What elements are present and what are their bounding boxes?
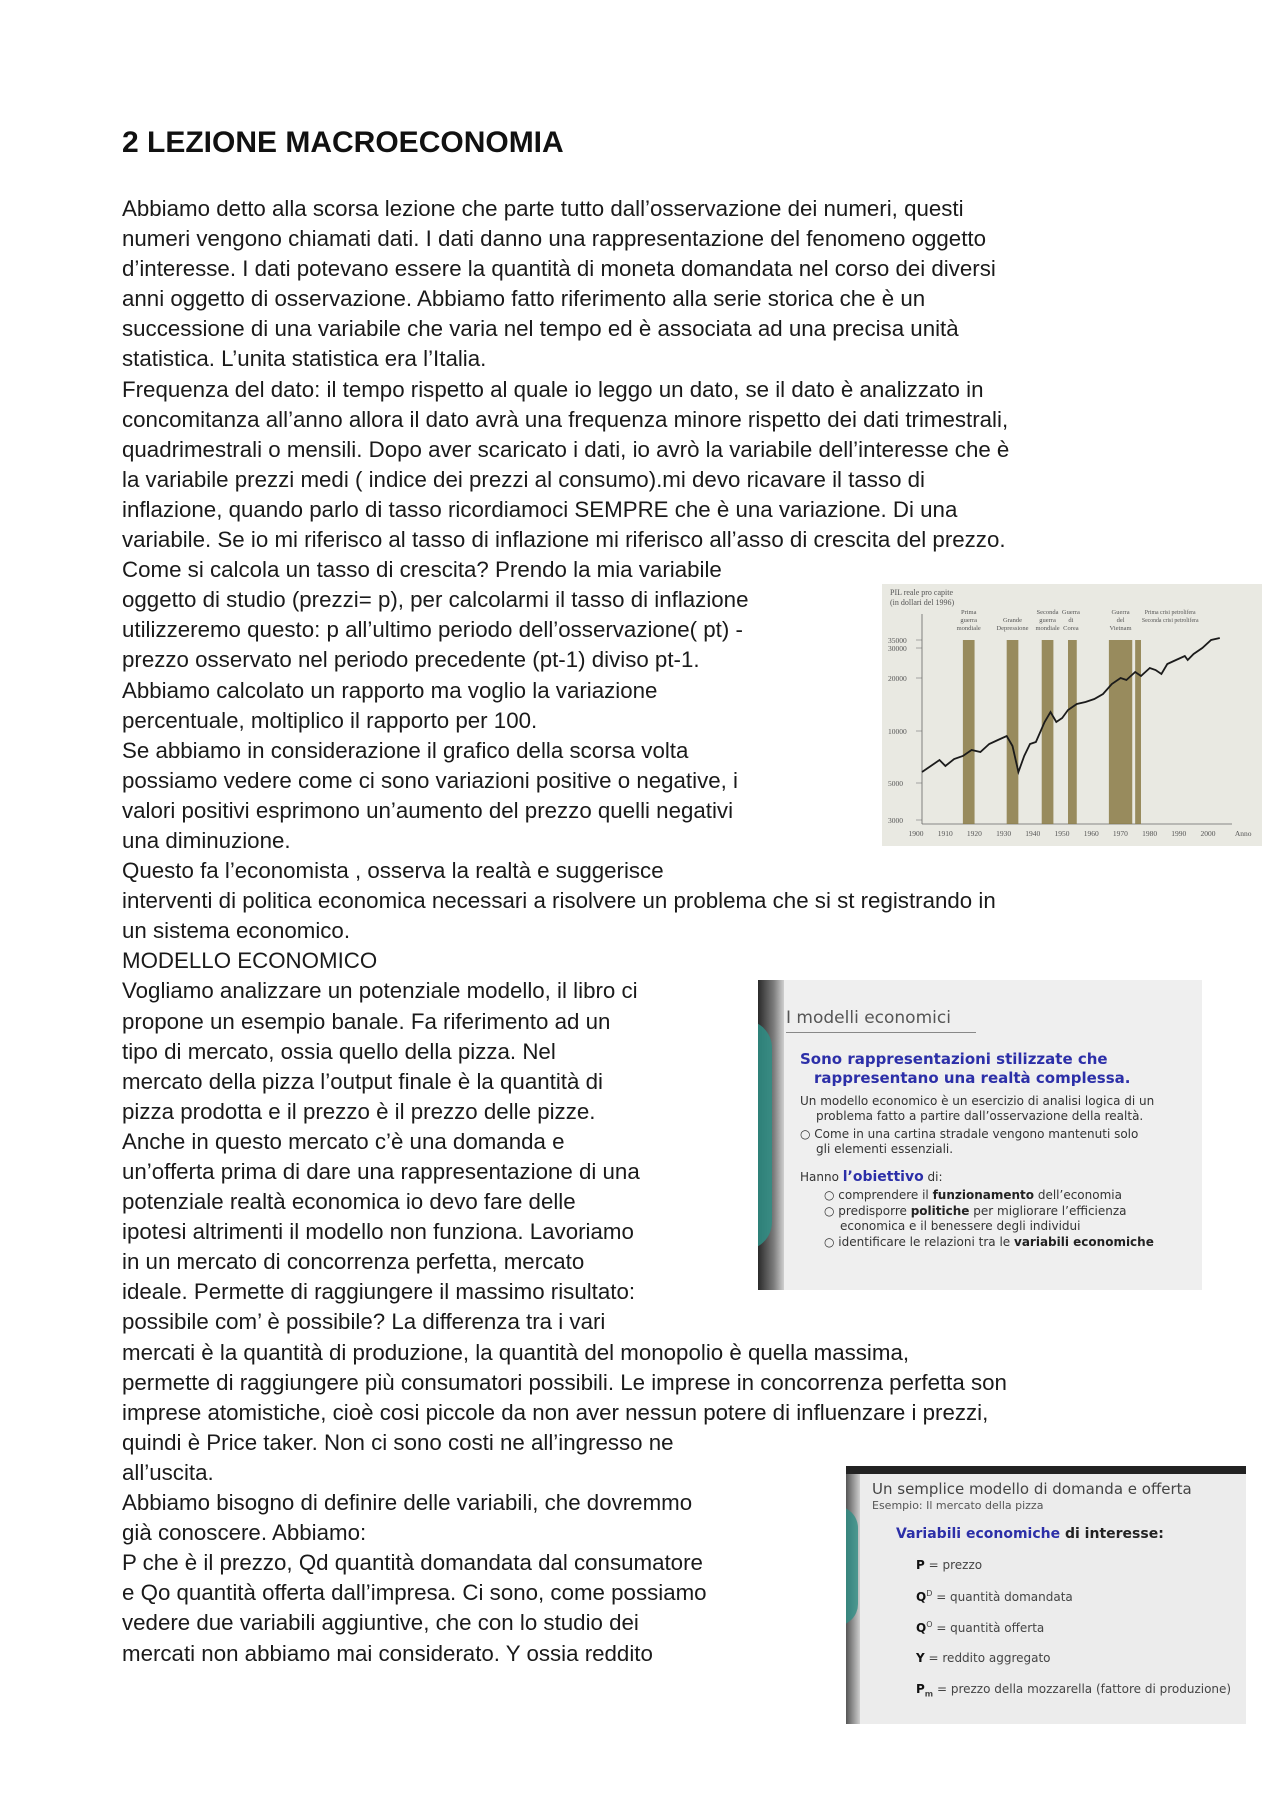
slide-objective-1: ○ comprendere il funzionamento dell’economia	[824, 1188, 1122, 1202]
text-line: un sistema economico.	[122, 918, 351, 944]
text-line: oggetto di studio (prezzi= p), per calcolarmi il tasso di inflazione	[122, 587, 749, 613]
text-line: mercato della pizza l’output finale è la quantità di	[122, 1068, 603, 1094]
slide-highlight-line-1: Sono rappresentazioni stilizzate che	[800, 1050, 1108, 1068]
chart-event-band	[1007, 640, 1019, 824]
chart-ytick-label: 30000	[888, 644, 907, 653]
text-line: possibile com’ è possibile? La differenza tra i vari	[122, 1309, 606, 1335]
text-line: Abbiamo detto alla scorsa lezione che parte tutto dall’osservazione dei numeri, questi	[122, 196, 964, 221]
text-line: quadrimestrali o mensili. Dopo aver scaricato i dati, io avrò la variabile dell’interesse che è	[122, 436, 1010, 462]
slide-bullet-1: ○ Come in una cartina stradale vengono mantenuti solo	[800, 1127, 1139, 1141]
text-line: all’uscita.	[122, 1459, 214, 1485]
chart-event-label: Seconda	[1036, 609, 1059, 616]
chart-xtick-label: 1980	[1142, 829, 1158, 838]
chart-event-label: Seconda crisi petrolifera	[1141, 618, 1199, 624]
text-line: variabile. Se io mi riferisco al tasso di inflazione mi riferisco all’asso di crescita del prezzo.	[122, 527, 1006, 553]
text-line: percentuale, moltiplico il rapporto per 100.	[122, 707, 538, 733]
text-line: vedere due variabili aggiuntive, che con lo studio dei	[122, 1610, 639, 1636]
chart-event-band	[1068, 640, 1077, 824]
text-line: mercati è la quantità di produzione, la quantità del monopolio è quella massima,	[122, 1339, 910, 1365]
slide-title-underline	[786, 1032, 976, 1033]
chart-ytick-label: 20000	[888, 674, 907, 683]
text-line: Come si calcola un tasso di crescita? Prendo la mia variabile	[122, 557, 722, 583]
text-line: Abbiamo calcolato un rapporto ma voglio la variazione	[122, 677, 658, 703]
variable-item: $Q^O$ = quantità offerta	[916, 1620, 1045, 1635]
photo-top-edge	[846, 1466, 1246, 1474]
text-line: Questo fa l’economista , osserva la realtà e suggerisce	[122, 858, 664, 884]
text-line: e Qo quantità offerta dall’impresa. Ci sono, come possiamo	[122, 1580, 707, 1606]
slide-bullet-1-cont: gli elementi essenziali.	[816, 1142, 954, 1156]
chart-xtick-label: 1920	[966, 829, 982, 838]
chart-xtick-label: 1940	[1025, 829, 1041, 838]
chart-ytick-label: 3000	[888, 816, 903, 825]
text-line: Se abbiamo in considerazione il grafico della scorsa volta	[122, 737, 689, 763]
text-line: propone un esempio banale. Fa riferimento ad un	[122, 1008, 611, 1034]
chart-event-band	[1109, 640, 1132, 824]
chart-event-label: Prima	[960, 609, 977, 616]
text-line: successione di una variabile che varia nel tempo ed è associata ad una precisa unità	[122, 316, 959, 342]
text-line: potenziale realtà economica io devo fare delle	[122, 1189, 576, 1215]
slide-highlight-line-2: rappresentano una realtà complessa.	[814, 1069, 1131, 1087]
text-line: quindi è Price taker. Non ci sono costi ne all’ingresso ne	[122, 1429, 674, 1455]
gdp-chart-image	[882, 584, 1262, 846]
text-line: già conoscere. Abbiamo:	[122, 1520, 367, 1546]
text-line: pizza prodotta e il prezzo è il prezzo delle pizze.	[122, 1098, 596, 1124]
slide-title: I modelli economici	[786, 1008, 951, 1028]
slide-highlight	[800, 1050, 1130, 1088]
chart-ytick-label: 5000	[888, 779, 903, 788]
chart-event-label: Corea	[1063, 625, 1079, 632]
text-line: anni oggetto di osservazione. Abbiamo fatto riferimento alla serie storica che è un	[122, 286, 926, 312]
text-line: numeri vengono chiamati dati. I dati danno una rappresentazione del fenomeno oggetto	[122, 226, 986, 252]
slide-objective: Hanno l’obiettivo di:	[800, 1169, 943, 1185]
text-line: concomitanza all’anno allora il dato avrà una frequenza minore rispetto dei dati trimestrali,	[122, 406, 1009, 432]
chart-event-label: guerra	[960, 617, 978, 624]
text-line: possiamo vedere come ci sono variazioni positive o negative, i	[122, 767, 738, 793]
chart-event-label: del	[1116, 617, 1125, 624]
text-line: interventi di politica economica necessari a risolvere un problema che si st registrando in	[122, 888, 996, 914]
chart-event-label: Depressione	[996, 625, 1029, 632]
text-line: tipo di mercato, ossia quello della pizza. Nel	[122, 1038, 556, 1064]
slide-decoration	[758, 1020, 772, 1250]
text-line: statistica. L’unita statistica era l’Italia.	[122, 346, 487, 372]
slide-title: Un semplice modello di domanda e offerta	[872, 1480, 1192, 1498]
chart-event-label: guerra	[1039, 617, 1056, 624]
text-line: prezzo osservato nel periodo precedente (pt-1) diviso pt-1.	[122, 647, 700, 673]
chart-xtick-label: 1950	[1054, 829, 1070, 838]
chart-event-band	[1042, 640, 1054, 824]
chart-ylabel: PIL reale pro capite	[890, 588, 954, 597]
chart-event-label: Guerra	[1111, 609, 1130, 616]
slide-objective-2: ○ predisporre politiche per migliorare l’efficienza	[824, 1204, 1127, 1218]
text-line: un’offerta prima di dare una rappresentazione di una	[122, 1159, 640, 1184]
chart-event-label: Prima crisi petrolifera	[1144, 610, 1196, 616]
chart-event-label: Guerra	[1061, 609, 1080, 616]
slide-objective-3: ○ identificare le relazioni tra le variabili economiche	[824, 1235, 1154, 1249]
text-line: Frequenza del dato: il tempo rispetto al quale io leggo un dato, se il dato è analizzato in	[122, 376, 984, 402]
chart-xtick-label: 1960	[1083, 829, 1099, 838]
variable-item: $P_m$ = prezzo della mozzarella (fattore di produzione)	[916, 1682, 1232, 1699]
text-line: Abbiamo bisogno di definire delle variabili, che dovremmo	[122, 1490, 693, 1516]
economic-models-slide-image	[758, 980, 1202, 1290]
chart-xtick-label: 1930	[996, 829, 1012, 838]
chart-event-label: Vietnam	[1109, 625, 1132, 632]
chart-event-label: di	[1068, 617, 1074, 624]
chart-xtick-label: 1990	[1171, 829, 1187, 838]
text-line: Vogliamo analizzare un potenziale modello, il libro ci	[122, 978, 638, 1004]
chart-event-band	[1135, 640, 1141, 824]
slide-objective-2-cont: economica e il benessere degli individui	[840, 1219, 1081, 1233]
text-line: in un mercato di concorrenza perfetta, mercato	[122, 1249, 585, 1275]
chart-event-label: mondiale	[1035, 625, 1060, 632]
slide-subtitle: Esempio: Il mercato della pizza	[872, 1499, 1044, 1512]
chart-ylabel-unit: (in dollari del 1996)	[890, 598, 955, 607]
text-line: valori positivi esprimono un’aumento del prezzo quelli negativi	[122, 797, 734, 823]
variable-item: Y = reddito aggregato	[916, 1651, 1051, 1665]
text-line: la variabile prezzi medi ( indice dei prezzi al consumo).mi devo ricavare il tasso di	[122, 466, 926, 492]
slide-text-2: problema fatto a partire dall’osservazione della realtà.	[816, 1109, 1144, 1123]
chart-event-label: mondiale	[956, 625, 981, 632]
text-line: una diminuzione.	[122, 827, 291, 853]
text-line: Anche in questo mercato c’è una domanda e	[122, 1128, 565, 1154]
pizza-market-slide-image	[846, 1466, 1246, 1724]
chart-xtick-label: Anno	[1234, 829, 1252, 838]
variable-item: $Q^D$ = quantità domandata	[916, 1589, 1073, 1604]
slide-heading: Variabili economiche di interesse:	[896, 1526, 1164, 1542]
chart-event-band	[963, 640, 975, 824]
page-title: 2 LEZIONE MACROECONOMIA	[122, 126, 564, 159]
slide-decoration	[846, 1506, 858, 1626]
text-line: permette di raggiungere più consumatori possibili. Le imprese in concorrenza perfetta son	[122, 1369, 1007, 1395]
chart-ytick-label: 35000	[888, 636, 907, 645]
text-line: utilizzeremo questo: p all’ultimo periodo dell’osservazione( pt) -	[122, 617, 743, 643]
variable-item: P = prezzo	[916, 1558, 983, 1572]
text-line: MODELLO ECONOMICO	[122, 948, 378, 974]
chart-ytick-label: 10000	[888, 727, 907, 736]
text-line: P che è il prezzo, Qd quantità domandata dal consumatore	[122, 1550, 703, 1576]
text-line: inflazione, quando parlo di tasso ricordiamoci SEMPRE che è una variazione. Di una	[122, 496, 958, 522]
chart-xtick-label: 1900	[908, 829, 924, 838]
text-line: mercati non abbiamo mai considerato. Y ossia reddito	[122, 1640, 653, 1666]
chart-xtick-label: 1910	[937, 829, 953, 838]
chart-event-label: Grande	[1002, 617, 1023, 624]
text-line: ipotesi altrimenti il modello non funziona. Lavoriamo	[122, 1219, 634, 1245]
text-line: d’interesse. I dati potevano essere la quantità di moneta domandata nel corso dei diversi	[122, 256, 996, 282]
chart-xtick-label: 1970	[1112, 829, 1128, 838]
chart-xtick-label: 2000	[1200, 829, 1216, 838]
slide-text-1: Un modello economico è un esercizio di analisi logica di un	[800, 1094, 1155, 1108]
text-line: ideale. Permette di raggiungere il massimo risultato:	[122, 1279, 636, 1305]
text-line: imprese atomistiche, cioè cosi piccole da non aver nessun potere di influenzare i prezzi,	[122, 1399, 989, 1425]
body-text	[122, 194, 1012, 1669]
